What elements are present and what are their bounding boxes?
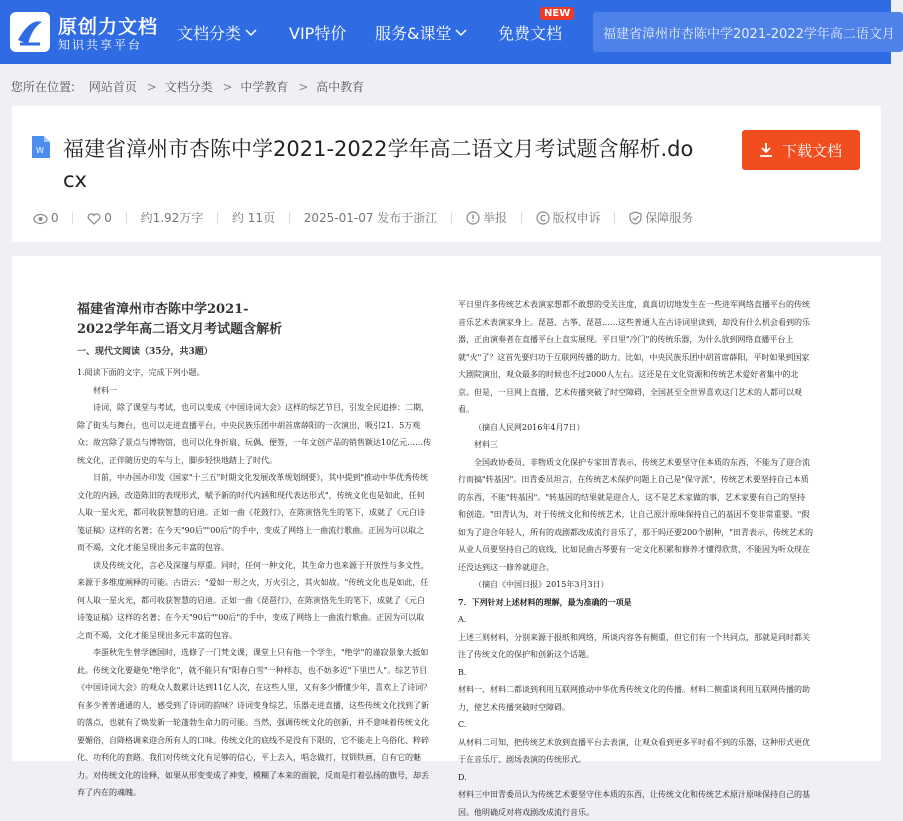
search-input[interactable]: 福建省漳州市杏陈中学2021-2022学年高二语文月	[593, 12, 903, 52]
copyright-button[interactable]: 版权申诉	[536, 209, 601, 226]
new-badge: NEW	[540, 7, 574, 20]
nav-label: VIP特价	[289, 24, 347, 43]
chevron-down-icon	[455, 22, 467, 41]
breadcrumb-home[interactable]: 网站首页	[88, 80, 137, 94]
views-count: 0	[33, 211, 59, 225]
document-preview[interactable]	[12, 256, 881, 817]
document-meta	[33, 209, 703, 226]
nav-label: 文档分类	[177, 24, 242, 43]
preview-right-column: 平日里许多传统艺术表演家想都不敢想的受关注度，真真切切地发生在一些进军网络直播平台的传统音乐艺术表演家身上。琵琶、古筝、琵琶……这些普通人在古诗词里读到，却没有什么机会看到的乐器，正由演奏者在直播平台上直实展现。平日里"冷门"的传统乐器，为什么放到网络直播平台上就"火"了？这首先要归功于互联网传播的助力。比如，中央民族乐团中胡首席薛阳，平时如果到国家大剧院演出，观众最多的时候也不过2000人左右。这还是在文化资源和传统艺术爱好者集中的北京。但是，一旦网上直播，艺术传播突破了时空障碍，全国甚至全世界喜欢这门艺术的人都可以观看。 （摘自人民网2016年4月7日） 材料三 全国政协委员、非物质文化保护专家田青表示，传统艺术要坚守住本质的东西，不能为了迎合流行而搞"转基因"。田青委员坦言，在传统艺术保护问题上自己是"保守派"，传统艺术要坚持自己本质的东西，不能"转基因"。"转基因的结果就是迎合人，这不是艺术家做的事，艺术家要有自己的坚持和创造。"田青认为，对于传统文化和传统艺术，让自己原汁原味保持自己的基因不变非常重要。"假如为了迎合年轻人，所有的戏剧都改成流行音乐了，那干吗还要200个剧种，"田青表示，传统艺术的从业人员要坚持自己的底线，比如昆曲古琴要有一定文化积累和修养才懂得欣赏，不能因为听众现在还没达到这一修养就迎合。 （摘自《中国日报》2015年3月3日） 7．下列针对上述材料的理解，最为准确的一项是 A. 上述三则材料，分别来源于报纸和网络，所谈内容各有侧重，但它们有一个共同点，那就是同时都关注了传统文化的保护和创新这个话题。 B. 材料一、材料二都谈到利用互联网推动中华优秀传统文化的传播。材料二侧重谈利用互联网传播的助力，使艺术传播突破时空障碍。 C. 从材料二可知，把传统艺术放到直播平台去表演，让观众看到更多平时看不到的乐器，这种形式更优于在音乐厅、剧场表演的传统形式。 D. 材料三中田青委员认为传统艺术要坚守住本质的东西，让传统文化和传统艺术原汁原味保持自己的基因。他明确反对将戏剧改成流行音乐。	[458, 300, 813, 817]
warning-icon	[466, 211, 480, 225]
nav-free-docs[interactable]	[498, 21, 562, 44]
nav-vip[interactable]	[289, 21, 346, 44]
breadcrumb-high-school[interactable]: 高中教育	[316, 80, 365, 94]
download-label: 下载文档	[782, 142, 843, 160]
publish-info: 2025-01-07 发布于浙江	[303, 211, 438, 225]
eye-icon	[33, 213, 48, 225]
breadcrumb	[11, 78, 366, 95]
word-count: 约1.92万字	[140, 211, 204, 225]
breadcrumb-separator: >	[298, 80, 309, 94]
breadcrumb-middle-school[interactable]: 中学教育	[240, 80, 289, 94]
shield-icon	[629, 211, 642, 225]
logo-icon[interactable]	[8, 10, 52, 54]
breadcrumb-doc-category[interactable]: 文档分类	[164, 80, 213, 94]
document-header-card	[12, 106, 881, 242]
chevron-down-icon	[245, 22, 257, 41]
download-button[interactable]	[742, 130, 860, 170]
svg-text:W: W	[36, 146, 44, 155]
page-count: 约 11页	[231, 211, 276, 225]
preview-doc-title: 福建省漳州市杏陈中学2021- 2022学年高二语文月考试题含解析	[77, 302, 283, 337]
preview-section-heading: 一、现代文阅读（35分，共3题）	[77, 347, 213, 357]
nav-label: 免费文档	[498, 24, 563, 43]
breadcrumb-separator: >	[146, 80, 157, 94]
report-button[interactable]: 举报	[466, 209, 507, 226]
logo-subtitle: 知识共享平台	[58, 38, 143, 52]
top-header	[0, 0, 895, 64]
like-button[interactable]: 0	[87, 211, 112, 225]
breadcrumb-separator: >	[222, 80, 233, 94]
breadcrumb-prefix: 您所在位置:	[11, 80, 76, 94]
guarantee-button[interactable]: 保障服务	[629, 209, 693, 226]
logo-title[interactable]: 原创力文档	[58, 16, 159, 38]
nav-doc-category[interactable]	[177, 21, 257, 44]
document-title: 福建省漳州市杏陈中学2021-2022学年高二语文月考试题含解析.docx	[63, 137, 694, 192]
nav-label: 服务&课堂	[375, 24, 452, 43]
preview-left-column: 1.阅读下面的文字，完成下列小题。 材料一 诗词，除了课堂与考试，也可以变成《中国诗词大会》这样的综艺节目，引发全民追捧：二期，除了街头与舞台，也可以走进直播平台，中央民族乐团中胡首席薛阳的一次演出，吸引21．5万观众；故宫除了景点与博物馆，也可以化身折扇、玩偶、便签，一年文创产品的销售额达10亿元……传统文化，正伴随历史的车与上，脚步轻快地踏上了时代。 日前，中办国办印发《国家"十三五"时期文化发展改革规划纲要》，其中提到"推动中华优秀传统文化的内涵，改造陈旧的表现形式，赋予新的时代内涵和现代表达形式"，传统文化也是如此，任何人取一星火光，都可收获智慧的启迪。正如一曲《花鼓行》，在陈寅恪先生的笔下，成就了《元白诗笺证稿》这样的名著；在今天"90后""00后"的手中，变成了网络上一曲流行歌曲。正因为可以取之而不竭，文化才能呈现出多元丰富的包容。 读及传统文化，言必及深邃与厚重。同时，任何一种文化，其生命力也来源于开放性与多文性，来源于多维度阐释的可能。古语云："爱如一形之火，万火引之，其火如故。"传统文化也是如此，任何人取一星火光，都可收获智慧的启迪。正如一曲《琵琶行》，在陈寅恪先生的笔下，成就了《元白诗笺证稿》这样的名著；在今天"90后""00后"的手中，变成了网络上一曲流行歌曲。正因为可以取之而不竭，文化才能呈现出多元丰富的包容。 李蛋秋先生曾学德国时，选修了一门梵文课，课堂上只有他一个学生，"绝学"的谨寂景象大抵如此。传统文化要避免"绝学化"，就不能只有"阳春白雪"一种样态，也不妨多近"下里巴人"。综艺节目《中国诗词大会》的观众人数累计达到11亿人次，在这些人里，又有多少懵懂少年，喜欢上了诗词？有多少普普通通的人，感受到了诗词的韵味？诗词变身综艺，乐器走进直播，这些传统文化找到了新的落点，也就有了焕发新一轮蓬勃生命力的可能。当然，强调传统文化的创新，并不意味着传统文化要媚俗，自降格调来迎合所有人的口味。传统文化的底线不是没有下限的，它不能走上乌俗化、粹碎化、功利化的套路。我们对传统文化有足够的信心，平上去入，唱念做打，钗钏铁画，自有它的魅力。对传统文化的诠释，如果从形变变成了神变，模糊了本来的面貌，反而是打着弘扬的旗号，却丢弃了内在的魂魄。	[77, 368, 432, 797]
nav-services[interactable]	[375, 21, 467, 44]
heart-icon	[87, 213, 101, 225]
download-icon	[758, 142, 774, 158]
copyright-icon	[536, 211, 550, 225]
word-file-icon	[32, 136, 50, 158]
